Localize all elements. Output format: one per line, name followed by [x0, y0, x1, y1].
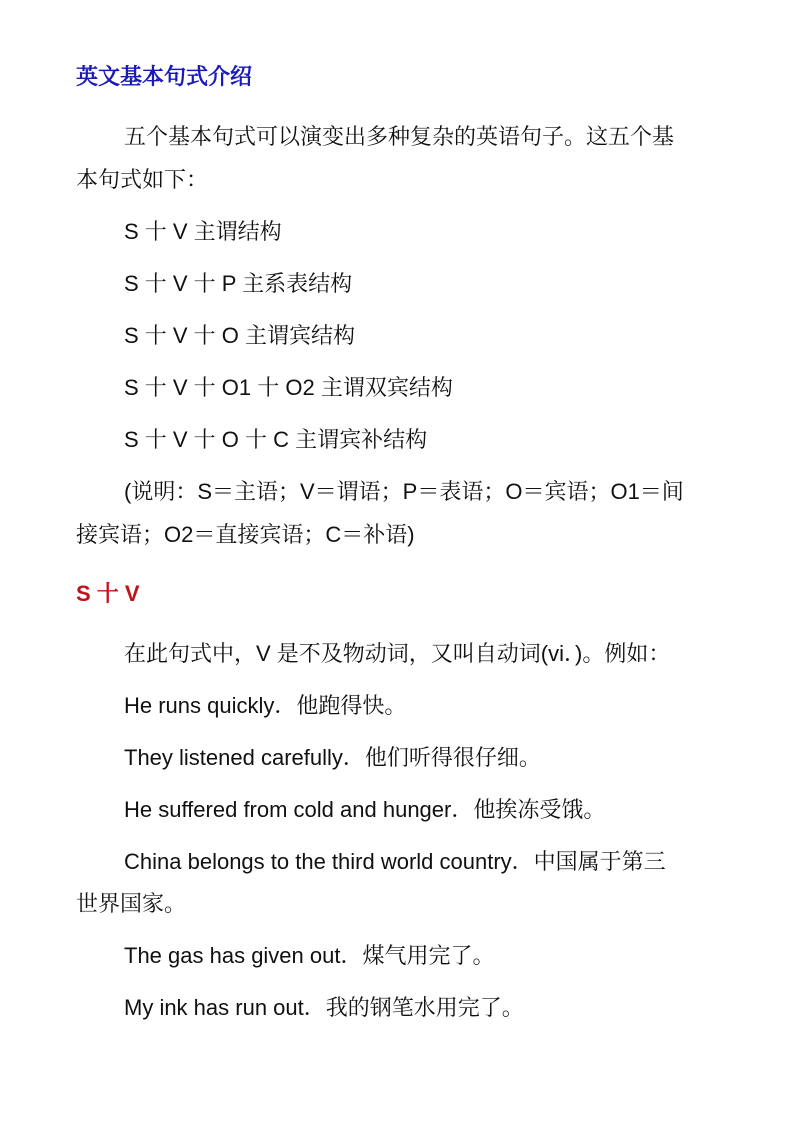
- document-heading: 英文基本句式介绍: [76, 65, 253, 90]
- intro-line-2: 本句式如下：: [76, 168, 209, 193]
- pattern-svo: S 十 V 十 O 主谓宾结构: [124, 323, 356, 348]
- example-6: My ink has run out．我的钢笔水用完了。: [124, 995, 524, 1020]
- pattern-svoc: S 十 V 十 O 十 C 主谓宾补结构: [124, 427, 428, 452]
- intro-line-1: 五个基本句式可以演变出多种复杂的英语句子。这五个基: [124, 125, 675, 150]
- pattern-svoo: S 十 V 十 O1 十 O2 主谓双宾结构: [124, 375, 453, 400]
- example-4-line-2: 世界国家。: [76, 892, 187, 917]
- example-5: The gas has given out．煤气用完了。: [124, 943, 495, 968]
- example-3: He suffered from cold and hunger．他挨冻受饿。: [124, 797, 606, 822]
- pattern-sv: S 十 V 主谓结构: [124, 219, 282, 244]
- example-2: They listened carefully．他们听得很仔细。: [124, 745, 541, 770]
- example-1: He runs quickly．他跑得快。: [124, 693, 407, 718]
- note-line-2: 接宾语；O2＝直接宾语；C＝补语): [76, 522, 415, 547]
- pattern-svp: S 十 V 十 P 主系表结构: [124, 271, 353, 296]
- note-line-1: (说明：S＝主语；V＝谓语；P＝表语；O＝宾语；O1＝间: [124, 479, 684, 504]
- section-intro: 在此句式中，V 是不及物动词，又叫自动词(vi．)。例如：: [124, 641, 671, 666]
- section-title: S 十 V: [76, 581, 140, 606]
- example-4-line-1: China belongs to the third world country．中国属于第三: [124, 849, 666, 874]
